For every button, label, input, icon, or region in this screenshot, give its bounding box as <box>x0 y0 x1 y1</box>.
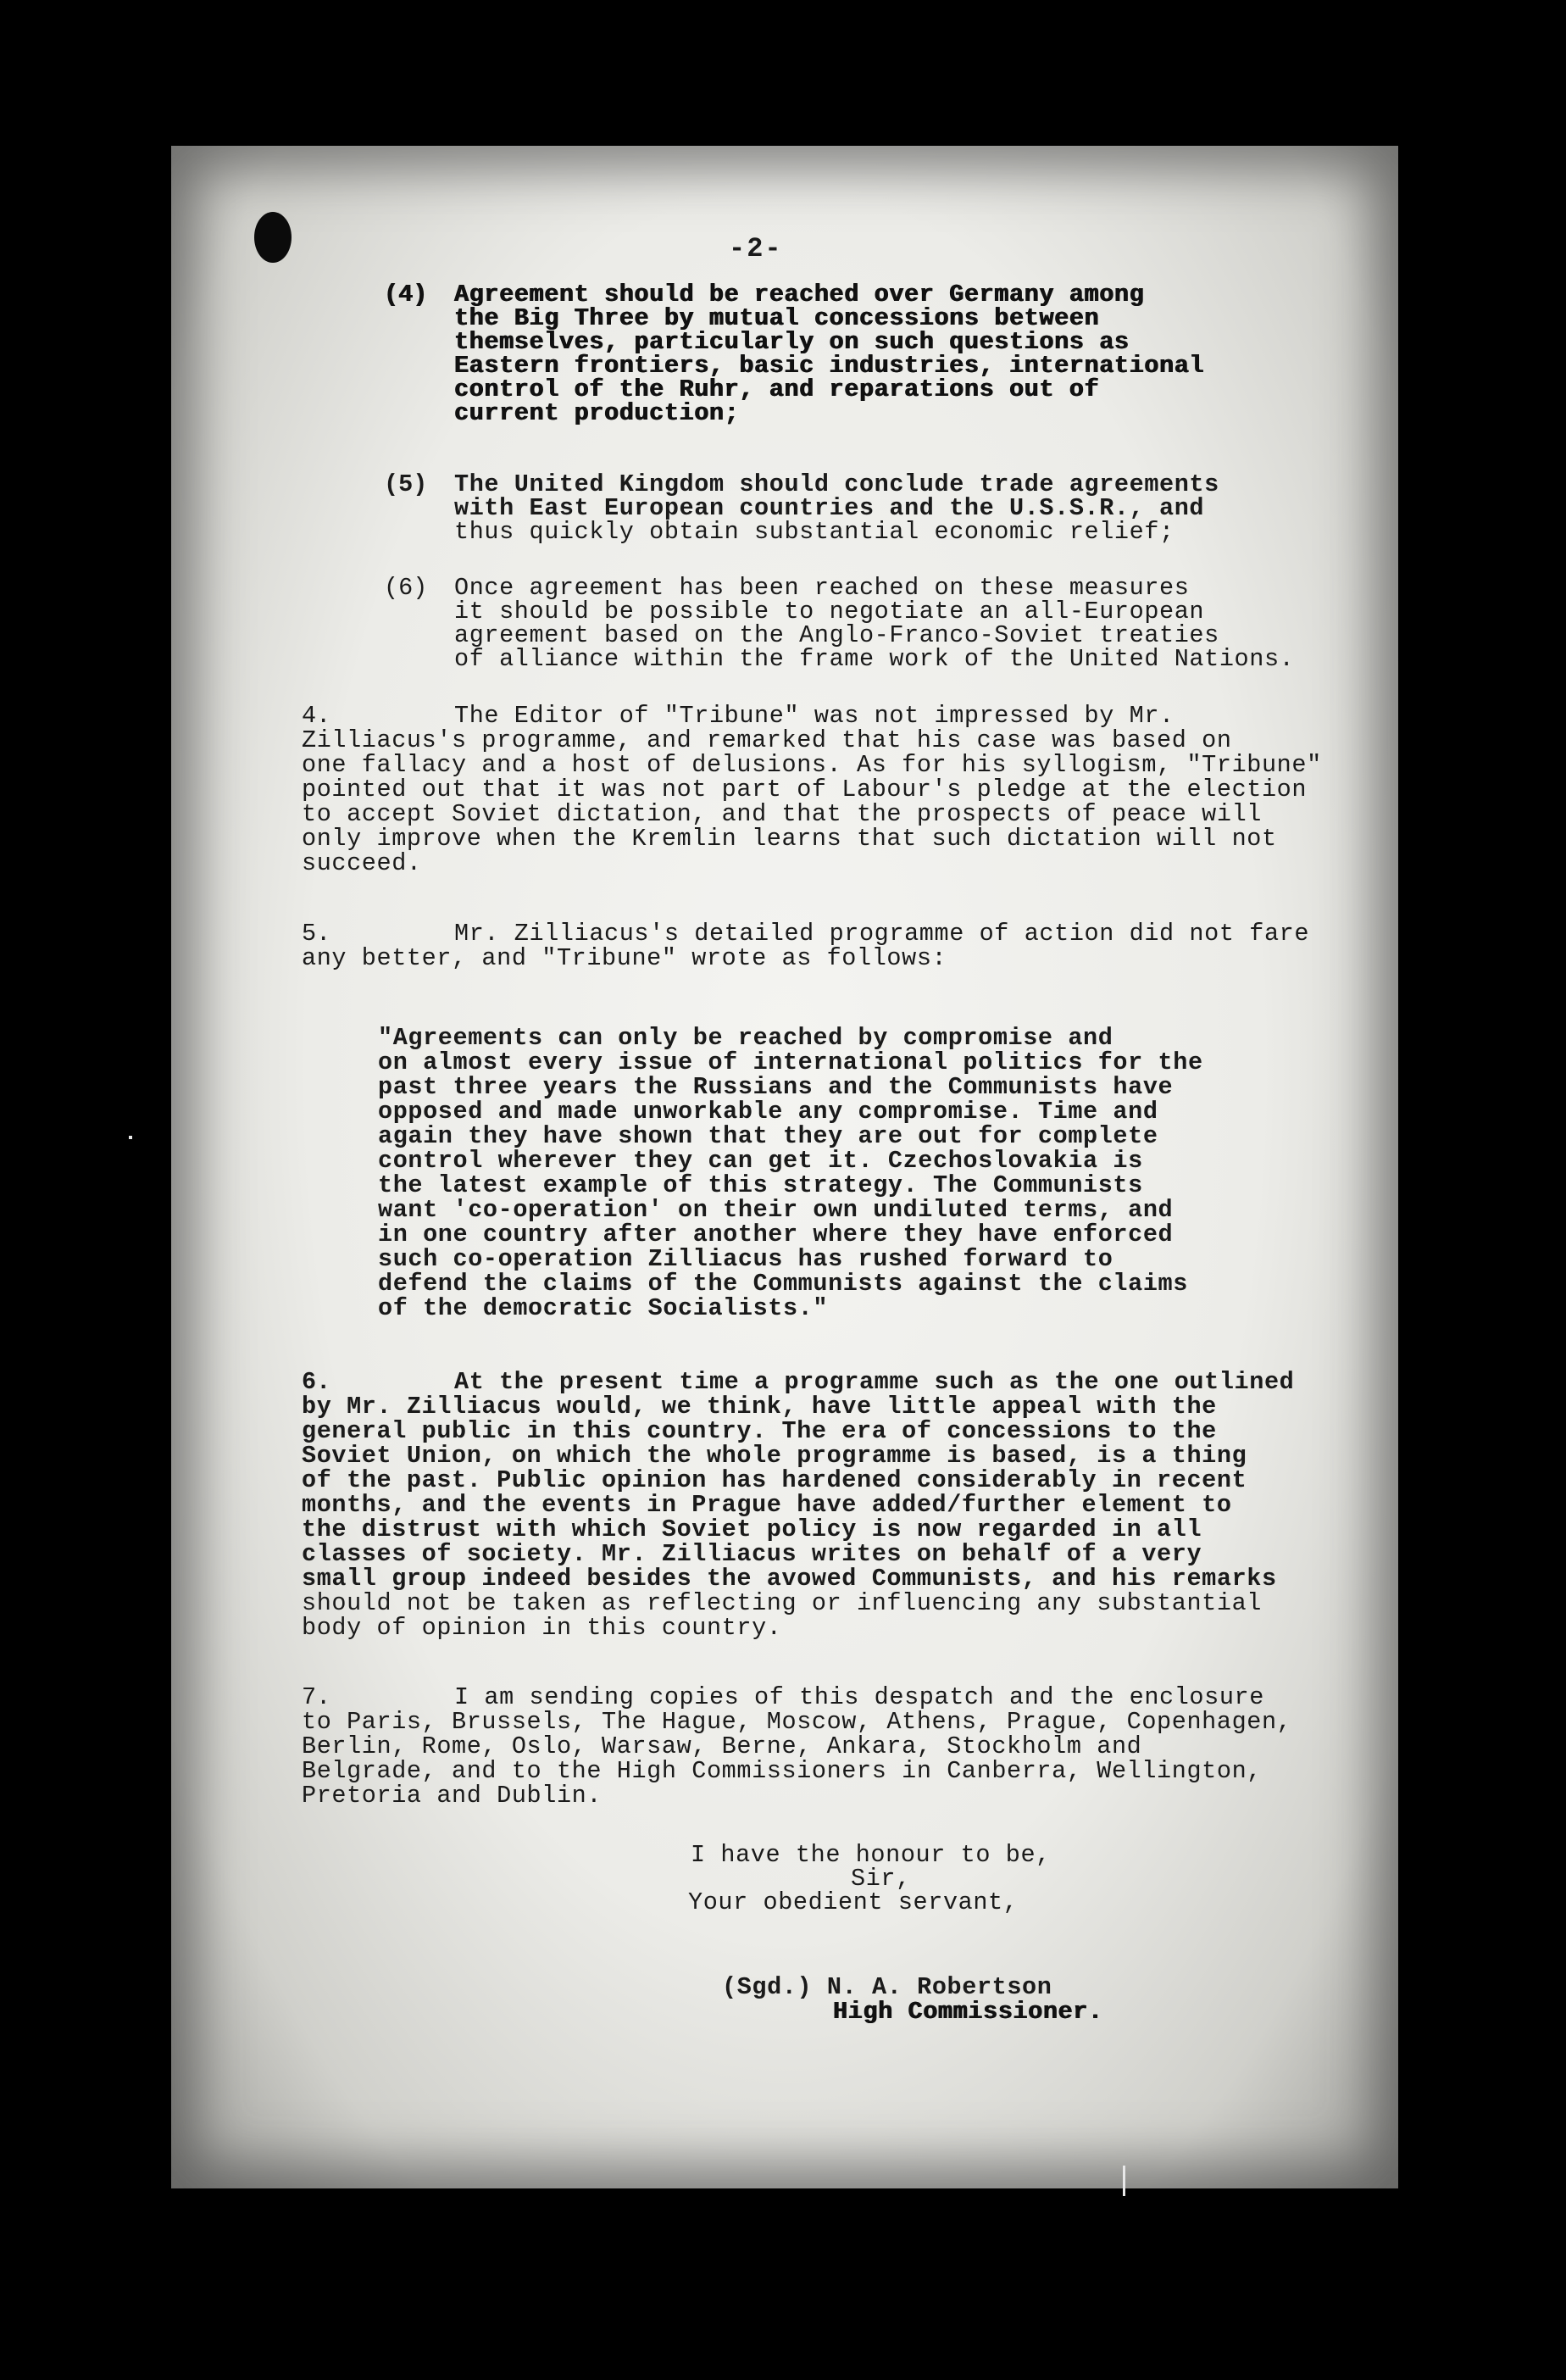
text-line: classes of society. Mr. Zilliacus writes on behalf of a very <box>302 1540 1202 1568</box>
quote-line: of the democratic Socialists." <box>378 1294 829 1322</box>
quote-line: such co-operation Zilliacus has rushed forward to <box>378 1245 1113 1273</box>
text-line: Berlin, Rome, Oslo, Warsaw, Berne, Ankara, Stockholm and <box>302 1732 1142 1760</box>
text-line: to accept Soviet dictation, and that the prospects of peace will <box>302 800 1262 828</box>
text-line: one fallacy and a host of delusions. As for his syllogism, "Tribune" <box>302 751 1322 779</box>
quote-line: control wherever they can get it. Czechoslovakia is <box>378 1147 1143 1175</box>
quote-line: defend the claims of the Communists against the claims <box>378 1270 1188 1298</box>
closing-line: I have the honour to be, <box>691 1841 1051 1869</box>
text-line: Soviet Union, on which the whole programme is based, is a thing <box>302 1442 1247 1470</box>
item-number: (4) <box>384 281 428 309</box>
text-line: agreement based on the Anglo-Franco-Soviet treaties <box>454 621 1219 649</box>
text-line: by Mr. Zilliacus would, we think, have little appeal with the <box>302 1393 1217 1421</box>
text-line: current production; <box>454 399 740 427</box>
item-number: (5) <box>384 470 428 498</box>
text-line: should not be taken as reflecting or influencing any substantial <box>302 1589 1262 1617</box>
signature-title: High Commissioner. <box>833 1998 1103 2026</box>
text-line: Belgrade, and to the High Commissioners in Canberra, Wellington, <box>302 1757 1262 1785</box>
text-line: Zilliacus's programme, and remarked that his case was based on <box>302 726 1232 754</box>
text-line: pointed out that it was not part of Labour's pledge at the election <box>302 776 1308 804</box>
item-number: (6) <box>384 574 428 602</box>
text-line: Mr. Zilliacus's detailed programme of action did not fare <box>454 920 1310 948</box>
page-number: -2- <box>729 233 783 264</box>
quote-line: on almost every issue of international politics for the <box>378 1048 1203 1076</box>
text-line: succeed. <box>302 849 422 877</box>
scan-speck <box>1123 2166 1125 2196</box>
closing-line: Your obedient servant, <box>688 1888 1019 1916</box>
text-line: control of the Ruhr, and reparations out of <box>454 375 1100 403</box>
text-line: themselves, particularly on such questions as <box>454 328 1130 356</box>
paragraph-number: 6. <box>302 1368 331 1396</box>
paragraph-number: 4. <box>302 702 331 730</box>
text-line: it should be possible to negotiate an all-European <box>454 598 1205 626</box>
text-line: I am sending copies of this despatch and the enclosure <box>454 1683 1264 1711</box>
text-line: The Editor of "Tribune" was not impressed by Mr. <box>454 702 1174 730</box>
text-line: the distrust with which Soviet policy is now regarded in all <box>302 1515 1202 1543</box>
text-line: of the past. Public opinion has hardened considerably in recent <box>302 1466 1247 1494</box>
text-line: The United Kingdom should conclude trade agreements <box>454 470 1219 498</box>
text-line: any better, and "Tribune" wrote as follows: <box>302 944 947 972</box>
text-line: thus quickly obtain substantial economic relief; <box>454 518 1174 546</box>
text-line: body of opinion in this country. <box>302 1614 782 1642</box>
quote-line: want 'co-operation' on their own undiluted terms, and <box>378 1196 1174 1224</box>
quote-line: "Agreements can only be reached by compromise and <box>378 1024 1113 1052</box>
text-line: of alliance within the frame work of the United Nations. <box>454 645 1295 673</box>
text-line: only improve when the Kremlin learns that such dictation will not <box>302 825 1277 853</box>
text-line: to Paris, Brussels, The Hague, Moscow, Athens, Prague, Copenhagen, <box>302 1708 1292 1736</box>
text-line: the Big Three by mutual concessions between <box>454 304 1100 332</box>
quote-line: opposed and made unworkable any compromise. Time and <box>378 1098 1158 1126</box>
quote-line: in one country after another where they have enforced <box>378 1221 1174 1248</box>
quote-line: past three years the Russians and the Communists have <box>378 1073 1174 1101</box>
quote-line: the latest example of this strategy. The Communists <box>378 1171 1143 1199</box>
paragraph-number: 7. <box>302 1683 331 1711</box>
text-line: general public in this country. The era of concessions to the <box>302 1417 1217 1445</box>
quote-line: again they have shown that they are out for complete <box>378 1122 1158 1150</box>
text-line: Once agreement has been reached on these measures <box>454 574 1190 602</box>
closing-line: Sir, <box>851 1865 911 1893</box>
paragraph-number: 5. <box>302 920 331 948</box>
punch-hole <box>254 212 292 263</box>
text-line: At the present time a programme such as the one outlined <box>454 1368 1295 1396</box>
scan-speck <box>129 1136 132 1139</box>
text-line: with East European countries and the U.S.S.R., and <box>454 494 1205 522</box>
text-line: Eastern frontiers, basic industries, international <box>454 352 1205 380</box>
text-line: Pretoria and Dublin. <box>302 1782 603 1810</box>
text-line: small group indeed besides the avowed Communists, and his remarks <box>302 1565 1277 1593</box>
signature-name: (Sgd.) N. A. Robertson <box>722 1973 1052 2001</box>
text-line: Agreement should be reached over Germany among <box>454 281 1145 309</box>
text-line: months, and the events in Prague have added/further element to <box>302 1491 1232 1519</box>
